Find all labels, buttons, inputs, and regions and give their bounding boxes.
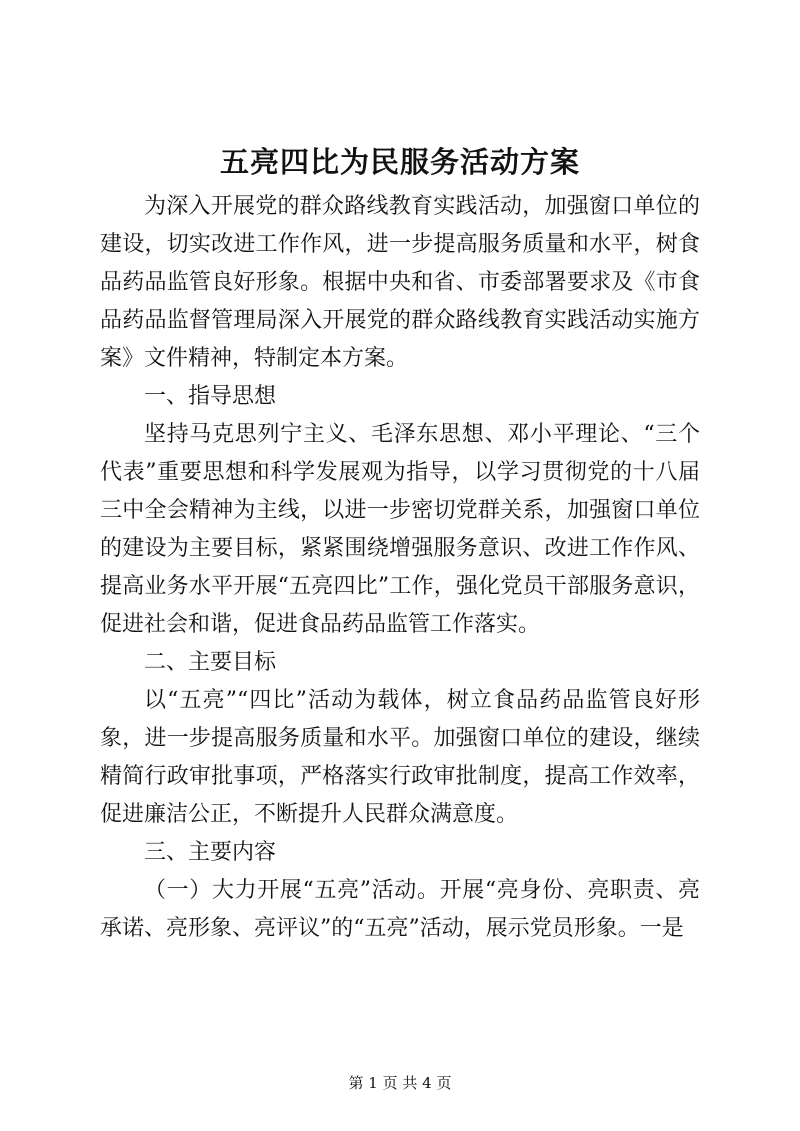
section-heading-guiding-ideology: 一、指导思想 [144,384,277,409]
section-heading-main-goals: 二、主要目标 [144,650,277,675]
document-title: 五亮四比为民服务活动方案 [219,145,580,179]
section-paragraph-main-content: （一）大力开展“五亮”活动。开展“亮身份、亮职责、亮承诺、亮形象、亮评议”的“五亮”活动，展示党员形象。一是 [100,878,700,941]
document-body [100,188,700,948]
section-heading-main-content: 三、主要内容 [144,840,277,865]
section-paragraph-main-goals: 以“五亮”“四比”活动为载体，树立食品药品监管良好形象，进一步提高服务质量和水平。加强窗口单位的建设，继续精简行政审批事项，严格落实行政审批制度，提高工作效率，促进廉洁公正，不断提升人民群众满意度。 [100,688,700,827]
intro-paragraph: 为深入开展党的群众路线教育实践活动，加强窗口单位的建设，切实改进工作作风，进一步提高服务质量和水平，树食品药品监管良好形象。根据中央和省、市委部署要求及《市食品药品监督管理局深入开展党的群众路线教育实践活动实施方案》文件精神，特制定本方案。 [100,194,700,371]
section-paragraph-guiding-ideology: 坚持马克思列宁主义、毛泽东思想、邓小平理论、“三个代表”重要思想和科学发展观为指导，以学习贯彻党的十八届三中全会精神为主线，以进一步密切党群关系，加强窗口单位的建设为主要目标，紧紧围绕增强服务意识、改进工作作风、提高业务水平开展“五亮四比”工作，强化党员干部服务意识，促进社会和谐，促进食品药品监管工作落实。 [100,422,700,637]
page-footer: 第 1 页 共 4 页 [348,1074,452,1092]
